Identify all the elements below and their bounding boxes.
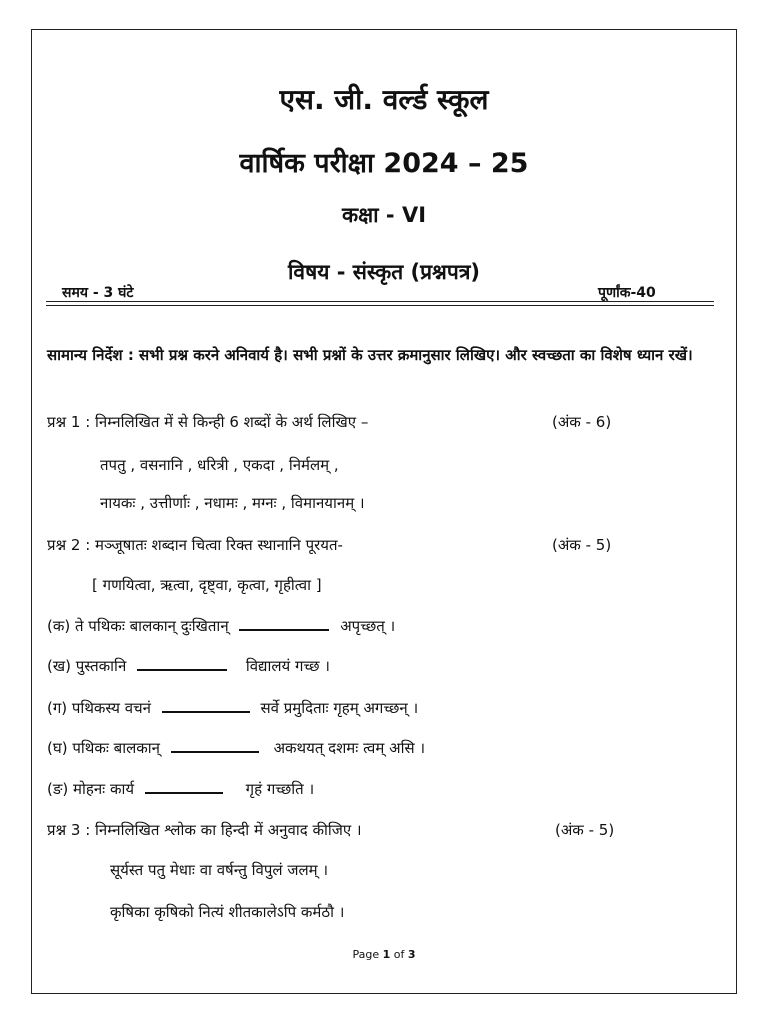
- fill-item-e-text: (ङ) मोहनः कार्य: [47, 780, 135, 798]
- question-3-marks: (अंक - 5): [555, 821, 615, 839]
- question-1: प्रश्न 1 : निम्नलिखित में से किन्ही 6 शब्दों के अर्थ लिखिए –: [47, 413, 369, 431]
- total-pages: 3: [407, 948, 416, 961]
- question-1-marks: (अंक - 6): [552, 413, 612, 431]
- q1-words-line-1: तपतु , वसनानि , धरित्री , एकदा , निर्मलम् ,: [100, 456, 339, 474]
- shloka-line-1: सूर्यस्त पतु मेधाः वा वर्षन्तु विपुलं जलम् ।: [110, 861, 329, 879]
- fill-item-b: [47, 656, 330, 676]
- fill-item-b-text: (ख) पुस्तकानि: [47, 657, 127, 675]
- blank-line: [239, 628, 329, 631]
- blank-line: [137, 668, 227, 671]
- fill-item-d: [47, 738, 425, 758]
- header-rule-double: [46, 305, 714, 306]
- fill-item-c-end: सर्वे प्रमुदिताः गृहम् अगच्छन् ।: [260, 699, 419, 717]
- fill-item-c-text: (ग) पथिकस्य वचनं: [47, 699, 151, 717]
- class-label: कक्षा - VI: [341, 203, 427, 227]
- shloka-line-2: कृषिका कृषिको नित्यं शीतकालेऽपि कर्मठौ ।: [110, 903, 345, 921]
- fill-item-e: [47, 779, 314, 799]
- page-of: of: [390, 948, 408, 961]
- time-label: समय - 3 घंटे: [62, 285, 134, 301]
- page-number: [0, 948, 768, 961]
- school-name: एस. जी. वर्ल्ड स्कूल: [279, 83, 489, 116]
- fill-item-d-text: (घ) पथिकः बालकान्: [47, 739, 160, 757]
- question-2: प्रश्न 2 : मञ्जूषातः शब्दान चित्वा रिक्त स्थानानि पूरयत-: [47, 536, 343, 554]
- fill-item-b-end: विद्यालयं गच्छ ।: [245, 657, 330, 675]
- question-2-marks: (अंक - 5): [552, 536, 612, 554]
- fill-item-a-text: (क) ते पथिकः बालकान् दुःखितान्: [47, 617, 229, 635]
- question-3: प्रश्न 3 : निम्नलिखित श्लोक का हिन्दी में अनुवाद कीजिए ।: [47, 821, 362, 839]
- fill-item-a: [47, 616, 395, 636]
- current-page: 1: [382, 948, 391, 961]
- word-box: [ गणयित्वा, ऋत्वा, दृष्ट्वा, कृत्वा, गृहीत्वा ]: [92, 576, 322, 594]
- page-prefix: Page: [352, 948, 383, 961]
- blank-line: [162, 710, 250, 713]
- full-marks-label: पूर्णांक-40: [598, 285, 656, 301]
- fill-item-d-end: अकथयत् दशमः त्वम् असि ।: [273, 739, 426, 757]
- subject-label: विषय - संस्कृत (प्रश्नपत्र): [287, 260, 481, 284]
- blank-line: [171, 750, 259, 753]
- fill-item-a-end: अपृच्छत् ।: [340, 617, 396, 635]
- exam-title: वार्षिक परीक्षा 2024 – 25: [239, 148, 529, 179]
- fill-item-e-end: गृहं गच्छति ।: [245, 780, 315, 798]
- blank-line: [145, 791, 223, 794]
- q1-words-line-2: नायकः , उत्तीर्णाः , नधामः , मग्नः , विमानयानम् ।: [100, 494, 365, 512]
- general-instructions: सामान्य निर्देश : सभी प्रश्न करने अनिवार्य है। सभी प्रश्नों के उत्तर क्रमानुसार लिखिए। और स्वच्छता का विशेष ध्यान रखें।: [47, 346, 693, 364]
- header-rule: [46, 301, 714, 302]
- fill-item-c: [47, 698, 418, 718]
